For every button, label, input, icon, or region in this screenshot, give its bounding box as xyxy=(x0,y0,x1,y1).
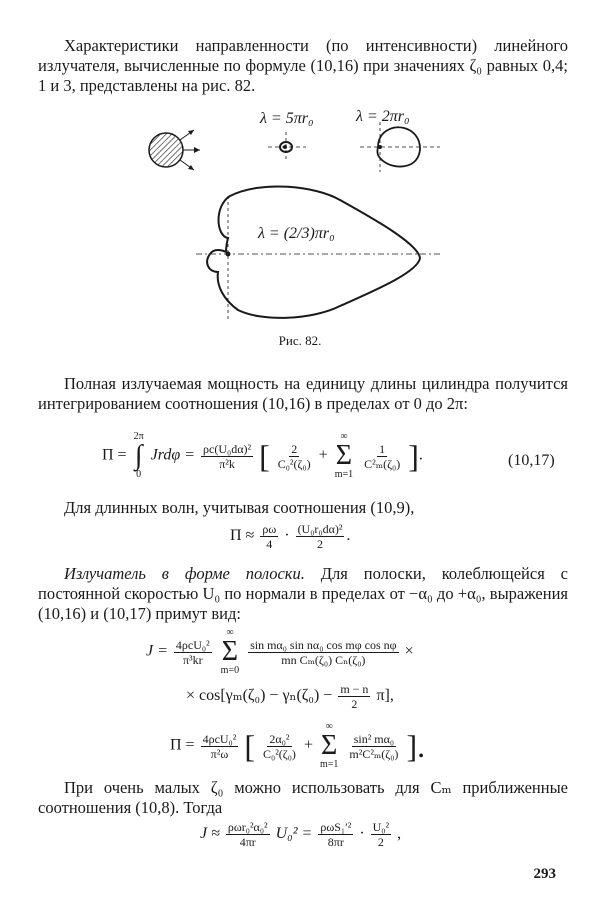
period: . xyxy=(418,446,423,464)
page-number: 293 xyxy=(533,866,556,882)
eqJ-line2-a: × cos[γₘ(ζ₀) − γₙ(ζ₀) − xyxy=(186,687,333,705)
left-bracket: [ xyxy=(244,728,255,764)
eqPi2-lhs: Π = xyxy=(170,736,195,754)
eqJ-line2-frac-num: m − n xyxy=(340,682,369,696)
eqlong-f1-num: ρω xyxy=(262,522,277,536)
eqlast-f2-den: 8πr xyxy=(327,835,344,849)
period: . xyxy=(346,527,351,545)
eqlast-f2-num: ρωS₁′² xyxy=(320,820,352,834)
eqlast-end: , xyxy=(397,825,402,843)
label-2pi: λ = 2πr₀ xyxy=(356,108,410,125)
equation-J-approx xyxy=(200,820,401,849)
pattern-2-3pi xyxy=(196,186,440,322)
strip-paragraph xyxy=(38,564,568,624)
eqPi2-sum-upper: ∞ xyxy=(325,721,333,732)
eq17-frac xyxy=(201,442,253,471)
eq17-term1 xyxy=(276,442,313,471)
eqlong-f2-den: 2 xyxy=(317,537,324,551)
eqPi2-t2 xyxy=(347,732,400,761)
eqJ-f-den: π³kr xyxy=(182,652,203,667)
eq17-sum xyxy=(335,432,353,480)
right-bracket: ] xyxy=(408,438,419,474)
figure-82 xyxy=(0,0,600,330)
eqPi2-t1-den: C₀²(ζ₀) xyxy=(263,746,296,761)
eqPi2-sum xyxy=(320,722,338,770)
eqPi2-t1 xyxy=(261,732,298,761)
pattern-small-circle xyxy=(149,130,200,170)
eqPi2-t2-num: sin² mα₀ xyxy=(353,731,395,746)
eqJ-lhs: J = xyxy=(146,642,168,660)
eqJ-line2-b: π], xyxy=(376,687,394,705)
eq17-frac-num: ρc(U₀dα)² xyxy=(203,441,252,456)
eq17-integral xyxy=(134,432,144,480)
strip-heading: Излучатель в форме полоски. xyxy=(64,564,305,583)
sum-sign: Σ xyxy=(321,730,338,761)
eq17-term2-den: C²ₘ(ζ₀) xyxy=(364,456,401,471)
strip-text: Для полоски, колеблющейся с постоянной скоростью U₀ по нормали в пределах от −α₀ до +α₀, выражения (10,16) и (10,17) примут вид: xyxy=(38,564,568,623)
eqlong-lhs: Π ≈ xyxy=(230,527,255,545)
integral-sign: ∫ xyxy=(134,440,143,471)
eqJ-sum xyxy=(221,628,239,676)
eqlast-mid: U₀² = xyxy=(275,825,313,843)
eqlong-f2 xyxy=(296,522,345,551)
power-paragraph: Полная излучаемая мощность на единицу длины цилиндра получится интегрированием соотношения (10,16) в пределах от 0 до 2π: xyxy=(38,374,568,413)
sum-sign: Σ xyxy=(335,440,353,471)
eqlast-f1 xyxy=(226,820,270,849)
equation-J-line2 xyxy=(186,682,394,711)
eq17-term1-den: C₀²(ζ₀) xyxy=(277,456,311,471)
eqJ-line2-frac-den: 2 xyxy=(351,697,358,711)
left-bracket: [ xyxy=(259,438,270,474)
eqlast-f1-num: ρωr₀²α₀² xyxy=(227,820,268,834)
pattern-5pi xyxy=(268,132,306,162)
eqPi2-end: ]. xyxy=(406,728,426,764)
eqlast-f3 xyxy=(371,820,391,849)
eqJ-g xyxy=(248,638,398,667)
equation-J xyxy=(146,628,414,676)
eqPi2-f-num: 4ρcU₀² xyxy=(202,731,237,746)
long-waves-text: Для длинных волн, учитывая соотношения (10,9), xyxy=(64,498,415,517)
eqlong-f2-num: (U₀r₀dα)² xyxy=(297,522,343,536)
equation-Pi-strip xyxy=(170,722,425,770)
eq17-integrand: Jrdφ = xyxy=(150,446,196,464)
eq17-lhs: Π = xyxy=(102,446,127,464)
eqPi2-t2-den: m²C²ₘ(ζ₀) xyxy=(349,746,399,761)
equation-number: (10,17) xyxy=(508,452,555,469)
dot-operator: · xyxy=(284,527,290,545)
eqJ-g-den: mn Cₘ(ζ₀) Cₙ(ζ₀) xyxy=(281,652,366,667)
eq17-term2-num: 1 xyxy=(379,441,386,456)
eqJ-line2-frac xyxy=(338,682,370,711)
intro-paragraph: Характеристики направленности (по интенсивности) линейного излучателя, вычисленные по формуле (10,16) при значениях ζ₀ равных 0,4; 1 и 3, представлены на рис. 82. xyxy=(38,36,568,95)
eqlast-f3-den: 2 xyxy=(377,835,384,849)
eqPi2-t1-num: 2α₀² xyxy=(269,731,290,746)
eqJ-g-num: sin mα₀ sin nα₀ cos mφ cos nφ xyxy=(250,637,397,652)
eqlast-f2 xyxy=(318,820,353,849)
figure-caption: Рис. 82. xyxy=(278,333,322,348)
sum-sign: Σ xyxy=(221,636,239,667)
equation-10-17 xyxy=(102,432,423,480)
eqlast-lhs: J ≈ xyxy=(200,825,220,843)
eqPi2-sum-lower: m=1 xyxy=(319,759,339,770)
pattern-2pi xyxy=(360,122,440,172)
eqlast-f1-den: 4πr xyxy=(239,835,256,849)
eq17-sum-upper: ∞ xyxy=(340,431,348,442)
eq17-frac-den: π²k xyxy=(219,456,235,471)
dot-operator: · xyxy=(359,825,365,843)
eqJ-sum-upper: ∞ xyxy=(226,627,234,638)
eqJ-f-num: 4ρcU₀² xyxy=(175,637,210,652)
eqJ-f xyxy=(174,638,212,667)
eqlast-f3-num: U₀² xyxy=(372,820,390,834)
eqJ-sum-lower: m=0 xyxy=(220,665,240,676)
plus-sign: + xyxy=(318,446,328,464)
eq17-sum-lower: m=1 xyxy=(334,469,354,480)
label-2-3pi: λ = (2/3)πr₀ xyxy=(258,225,335,242)
label-5pi: λ = 5πr₀ xyxy=(260,110,314,127)
eq17-term2 xyxy=(362,442,402,471)
eq17-term1-num: 2 xyxy=(291,441,298,456)
eqlong-f1-den: 4 xyxy=(266,537,273,551)
plus-sign: + xyxy=(303,736,313,754)
eq17-int-lower: 0 xyxy=(136,469,142,480)
eqJ-times: × xyxy=(404,642,414,660)
eqPi2-f xyxy=(201,732,239,761)
small-zeta-text: При очень малых ζ₀ можно использовать для Cₘ приближенные соотношения (10,8). Тогда xyxy=(38,778,568,817)
equation-long-waves xyxy=(230,522,350,551)
eqlong-f1 xyxy=(260,522,278,551)
eqPi2-f-den: π²ω xyxy=(210,746,229,761)
eq17-int-upper: 2π xyxy=(133,431,144,442)
